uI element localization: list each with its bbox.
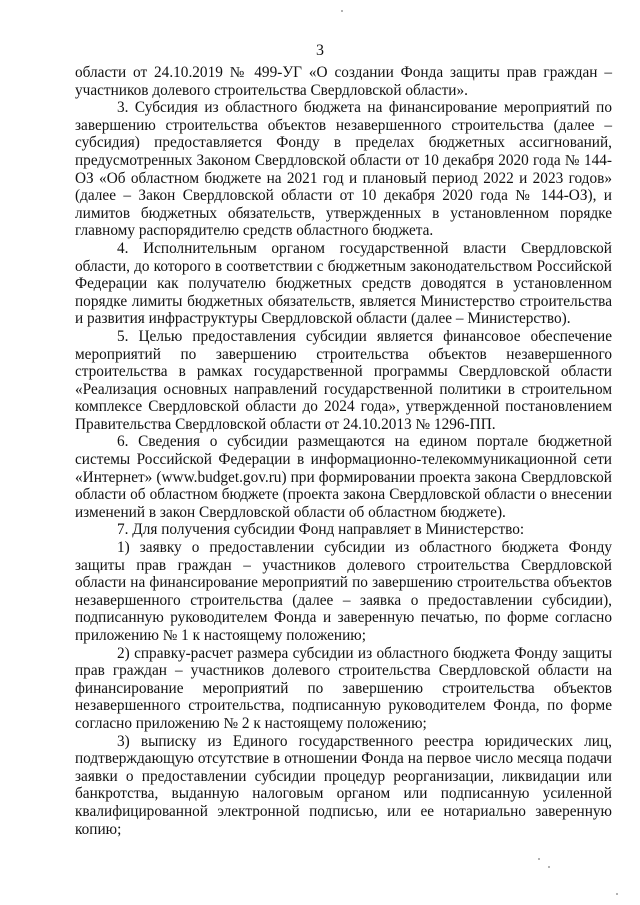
paragraph-item-4: 4. Исполнительным органом государственной власти Свердловской области, до которого в соответствии с бюджетным законодательством Российской Федерации как получателю бюджетных средств доводятся в установленном порядке лимиты бюджетных обязательств, является Министерство строительства и развития инфраструктуры Свердловской области (далее – Министерство). [75,239,612,328]
scan-speck [341,10,343,12]
paragraph-item-3: 3. Субсидия из областного бюджета на финансирование мероприятий по завершению строительства объектов незавершенного строительства (далее – субсидия) предоставляется Фонду в пределах бюджетных ассигнований, предусмотренных Законом Свердловской области от 10 декабря 2020 года № 144-ОЗ «Об областном бюджете на 2021 год и плановый период 2022 и 2023 годов» (далее – Закон Свердловской области от 10 декабря 2020 года № 144-ОЗ), и лимитов бюджетных обязательств, утвержденных в установленном порядке главному распорядителю средств областного бюджета. [75,99,612,240]
page-number: 3 [316,42,324,59]
paragraph-item-5: 5. Целью предоставления субсидии является финансовое обеспечение мероприятий по завершению строительства объектов незавершенного строительства в рамках государственной программы Свердловской области «Реализация основных направлений государственной политики в строительном комплексе Свердловской области до 2024 года», утвержденной постановлением Правительства Свердловской области от 24.10.2013 № 1296-ПП. [75,327,612,433]
subitem-1: 1) заявку о предоставлении субсидии из областного бюджета Фонду защиты прав граждан – участников долевого строительства Свердловской области на финансирование мероприятий по завершению строительства объектов незавершенного строительства (далее – заявка о предоставлении субсидии), подписанную руководителем Фонда и заверенную печатью, по форме согласно приложению № 1 к настоящему положению; [75,539,612,644]
subitem-3: 3) выписку из Единого государственного реестра юридических лиц, подтверждающую отсутствие в отношении Фонда на первое число месяца подачи заявки о предоставлении субсидии процедур реорганизации, ликвидации или банкротства, выданную налоговым органом или подписанную усиленной квалифицированной электронной подписью, или ее нотариально заверенную копию; [75,732,612,838]
document-body [75,64,612,838]
scan-speck [616,893,618,895]
scan-speck [538,858,540,860]
paragraph-item-6: 6. Сведения о субсидии размещаются на едином портале бюджетной системы Российской Федерации в информационно-телекоммуникационной сети «Интернет» (www.budget.gov.ru) при формировании проекта закона Свердловской области об областном бюджете (проекта закона Свердловской области о внесении изменений в закон Свердловской области об областном бюджете). [75,433,612,521]
paragraph-continuation: области от 24.10.2019 № 499-УГ «О создании Фонда защиты прав граждан – участников долевого строительства Свердловской области». [75,64,612,99]
subitem-2: 2) справку-расчет размера субсидии из областного бюджета Фонду защиты прав граждан – участников долевого строительства Свердловской области на финансирование мероприятий по завершению строительства объектов незавершенного строительства, подписанную руководителем Фонда, по форме согласно приложению № 2 к настоящему положению; [75,644,612,732]
paragraph-item-7: 7. Для получения субсидии Фонд направляет в Министерство: [117,521,525,539]
scan-speck [548,866,550,868]
